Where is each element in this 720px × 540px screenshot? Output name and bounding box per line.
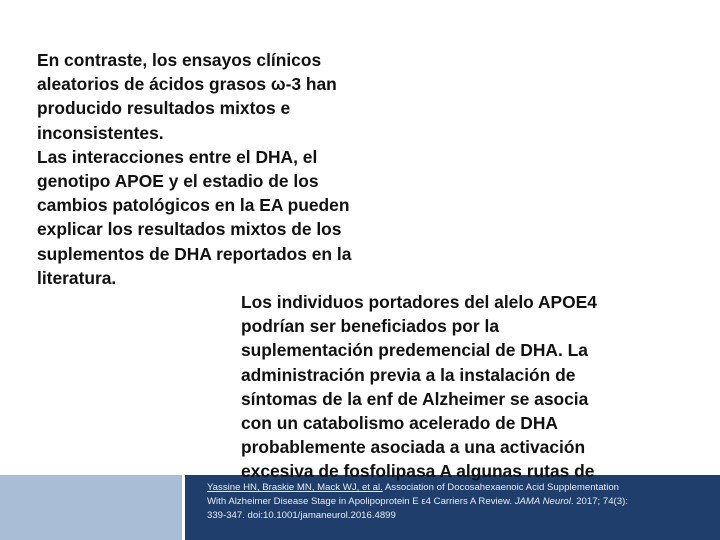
text-line: excesiva de fosfolipasa A algunas rutas de [241, 461, 595, 482]
citation-line-2 [207, 495, 707, 509]
text-line: Las interacciones entre el DHA, el [37, 146, 318, 167]
text-line: administración previa a la instalación de [241, 364, 576, 385]
footer-left-panel [0, 475, 182, 540]
citation-line-1 [207, 481, 707, 495]
text-line: En contraste, los ensayos clínicos [37, 50, 322, 70]
text-line: aleatorios de ácidos grasos ω-3 han [37, 74, 337, 95]
text-line: producido resultados mixtos e [37, 98, 291, 119]
text-line: suplementos de DHA reportados en la [37, 243, 352, 264]
text-line: probablemente asociada a una activación [241, 437, 586, 458]
text-line: explicar los resultados mixtos de los [37, 219, 342, 240]
citation-authors-link[interactable]: Yassine HN, Braskie MN, Mack WJ, et al. [207, 482, 383, 493]
citation-line-3: 339-347. doi:10.1001/jamaneurol.2016.4899 [207, 510, 396, 521]
paragraph-omega3-trials [37, 48, 351, 290]
text-line: suplementación predemencial de DHA. La [241, 340, 588, 361]
text-line: inconsistentes. [37, 122, 164, 143]
text-line: cambios patológicos en la EA pueden [37, 195, 350, 216]
citation-title-part1: Association of Docosahexaenoic Acid Supplementation [382, 482, 620, 493]
text-line: podrían ser beneficiados por la [241, 316, 500, 337]
text-line: genotipo APOE y el estadio de los [37, 171, 319, 192]
text-line: con un catabolismo acelerado de DHA [241, 413, 558, 434]
text-line: síntomas de la enf de Alzheimer se asocia [241, 388, 589, 409]
citation [207, 481, 707, 523]
citation-journal: JAMA Neurol [514, 496, 571, 507]
paragraph-apoe4-carriers [241, 290, 597, 484]
citation-details-part1: . 2017; 74(3): [570, 496, 628, 507]
text-line: literatura. [37, 267, 117, 288]
text-line: Los individuos portadores del alelo APOE4 [241, 292, 597, 312]
citation-title-part2: With Alzheimer Disease Stage in Apolipoprotein E ε4 Carriers A Review. [207, 496, 513, 507]
